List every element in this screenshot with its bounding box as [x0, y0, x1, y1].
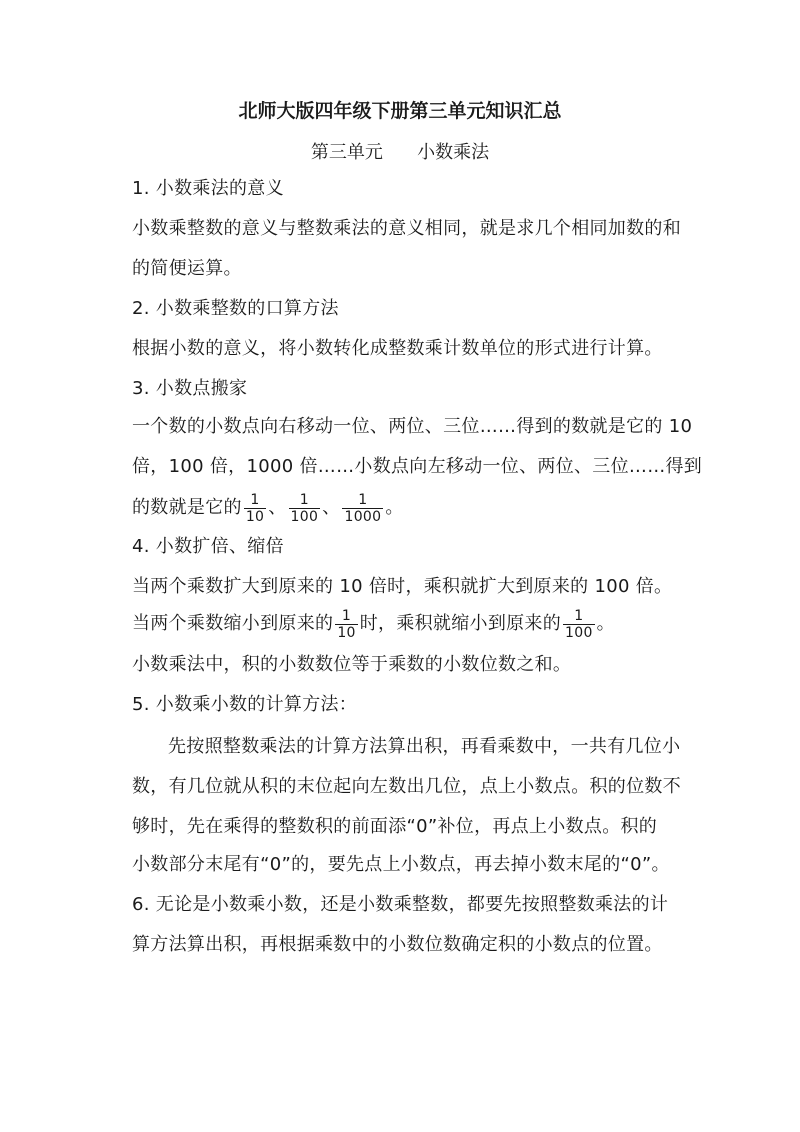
- section-3-text-line-2: 倍，100 倍，1000 倍……小数点向左移动一位、两位、三位……得到: [132, 456, 703, 477]
- section-1-text-line-2: 的简便运算。: [132, 258, 242, 279]
- section-4-line-2-mid: 时，乘积就缩小到原来的: [359, 613, 562, 634]
- section-3-line-3-lead: 的数就是它的: [132, 497, 242, 518]
- fraction-one-thousandth: [342, 492, 383, 525]
- section-6-text-line-1: 6. 无论是小数乘小数，还是小数乘整数，都要先按照整数乘法的计: [132, 894, 669, 915]
- fraction-numerator: 1: [335, 608, 357, 625]
- separator: 、: [268, 497, 287, 518]
- separator: 、: [322, 497, 341, 518]
- section-1-heading: 1. 小数乘法的意义: [132, 178, 284, 199]
- fraction-denominator: 100: [290, 508, 319, 525]
- section-5-heading: 5. 小数乘小数的计算方法：: [132, 694, 358, 715]
- section-3-heading: 3. 小数点搬家: [132, 378, 248, 399]
- fraction-denominator: 1000: [344, 508, 382, 525]
- section-5-text-line-1: 先按照整数乘法的计算方法算出积，再看乘数中，一共有几位小: [168, 736, 681, 757]
- fraction-one-tenth: [244, 492, 266, 525]
- page-title: 北师大版四年级下册第三单元知识汇总: [238, 100, 562, 122]
- section-3-text-line-1: 一个数的小数点向右移动一位、两位、三位……得到的数就是它的 10: [132, 416, 693, 437]
- fraction-denominator: 100: [565, 624, 593, 641]
- section-2-text-line-1: 根据小数的意义，将小数转化成整数乘计数单位的形式进行计算。: [132, 338, 663, 359]
- section-4-line-2-lead: 当两个乘数缩小到原来的: [132, 613, 334, 634]
- section-5-text-line-2: 数，有几位就从积的末位起向左数出几位，点上小数点。积的位数不: [132, 776, 681, 797]
- section-1-text-line-1: 小数乘整数的意义与整数乘法的意义相同，就是求几个相同加数的和: [132, 218, 681, 239]
- fraction-numerator: 1: [563, 608, 595, 625]
- fraction-numerator: 1: [342, 492, 383, 509]
- sentence-end: 。: [596, 613, 615, 634]
- fraction-one-hundredth: [289, 492, 321, 525]
- fraction-numerator: 1: [289, 492, 321, 509]
- fraction-one-hundredth: [563, 608, 595, 641]
- fraction-denominator: 10: [245, 508, 265, 525]
- section-2-heading: 2. 小数乘整数的口算方法: [132, 298, 339, 319]
- sentence-end: 。: [385, 497, 404, 518]
- section-3-text-line-3: [132, 488, 404, 528]
- section-6-text-line-2: 算方法算出积，再根据乘数中的小数位数确定积的小数点的位置。: [132, 934, 663, 955]
- page-subtitle: 第三单元 小数乘法: [310, 142, 490, 163]
- section-5-text-line-3: 够时，先在乘得的整数积的前面添“0”补位，再点上小数点。积的: [132, 816, 658, 837]
- fraction-numerator: 1: [244, 492, 266, 509]
- section-4-text-line-2: [132, 604, 615, 644]
- section-4-text-line-1: 当两个乘数扩大到原来的 10 倍时，乘积就扩大到原来的 100 倍。: [132, 576, 673, 597]
- section-5-text-line-4: 小数部分末尾有“0”的，要先点上小数点，再去掉小数末尾的“0”。: [132, 854, 670, 875]
- section-4-text-line-3: 小数乘法中，积的小数数位等于乘数的小数位数之和。: [132, 654, 572, 675]
- section-4-heading: 4. 小数扩倍、缩倍: [132, 536, 284, 557]
- fraction-one-tenth: [335, 608, 357, 641]
- fraction-denominator: 10: [337, 624, 356, 641]
